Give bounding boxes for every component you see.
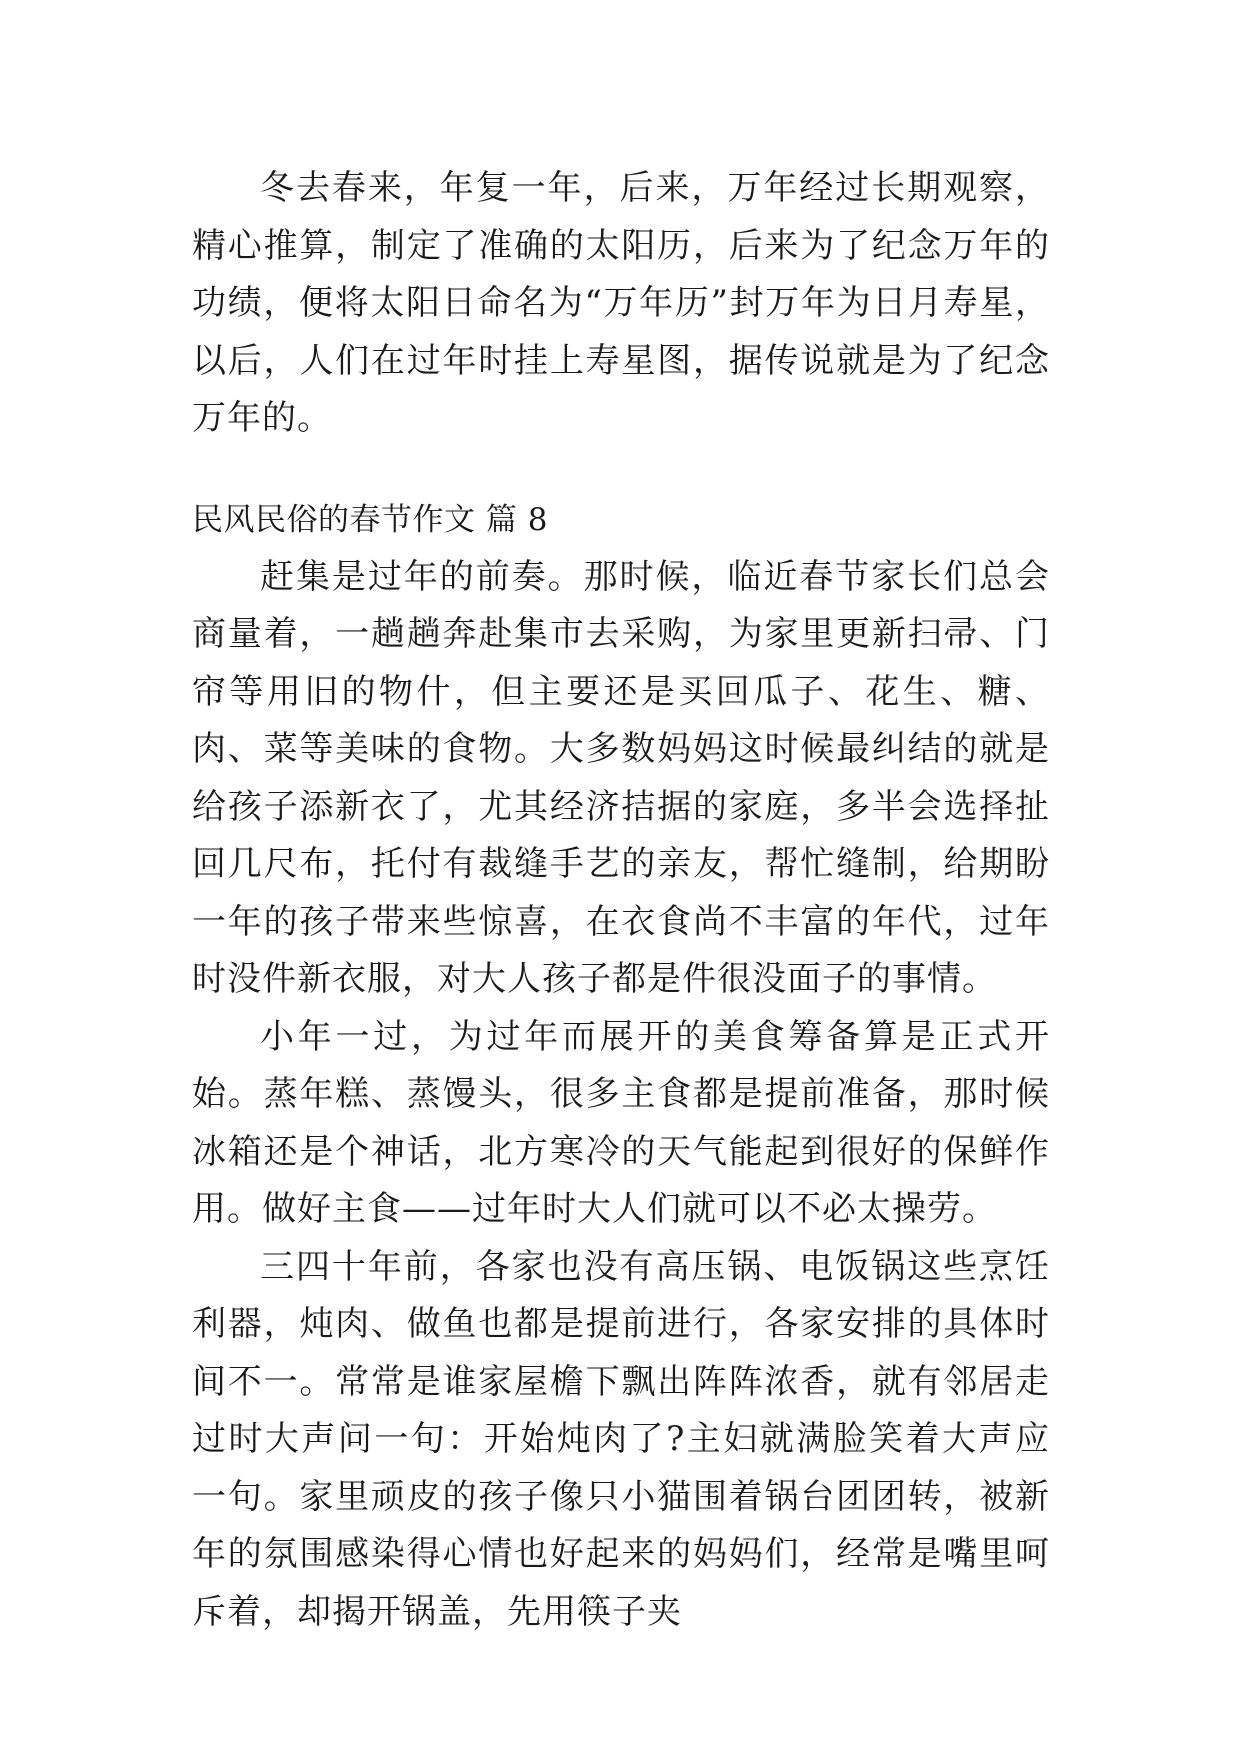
paragraph-wannian-calendar: 冬去春来，年复一年，后来，万年经过长期观察，精心推算，制定了准确的太阳历，后来为了纪念万年的功绩，便将太阳日命名为“万年历”封万年为日月寿星，以后，人们在过年时挂上寿星图，据传说就是为了纪念万年的。 (192, 168, 1050, 438)
paragraph-stewing: 三四十年前，各家也没有高压锅、电饭锅这些烹饪利器，炖肉、做鱼也都是提前进行，各家安排的具体时间不一。常常是谁家屋檐下飘出阵阵浓香，就有邻居走过时大声问一句：开始炖肉了?主妇就满脸笑着大声应一句。家里顽皮的孩子像只小猫围着锅台团团转，被新年的氛围感染得心情也好起来的妈妈们，经常是嘴里呵斥着，却揭开锅盖，先用筷子夹 (192, 1246, 1050, 1632)
paragraph-xiaonian: 小年一过，为过年而展开的美食筹备算是正式开始。蒸年糕、蒸馒头，很多主食都是提前准备，那时候冰箱还是个神话，北方寒冷的天气能起到很好的保鲜作用。做好主食——过年时大人们就可以不必太操劳。 (192, 1016, 1050, 1229)
document-page (192, 160, 1050, 1641)
paragraph-market: 赶集是过年的前奏。那时候，临近春节家长们总会商量着，一趟趟奔赴集市去采购，为家里更新扫帚、门帘等用旧的物什，但主要还是买回瓜子、花生、糖、肉、菜等美味的食物。大多数妈妈这时候最纠结的就是给孩子添新衣了，尤其经济拮据的家庭，多半会选择扯回几尺布，托付有裁缝手艺的亲友，帮忙缝制，给期盼一年的孩子带来些惊喜，在衣食尚不丰富的年代，过年时没件新衣服，对大人孩子都是件很没面子的事情。 (192, 556, 1050, 999)
section-heading: 民风民俗的春节作文 篇 8 (192, 501, 548, 538)
paragraph-spacer (192, 448, 1050, 492)
